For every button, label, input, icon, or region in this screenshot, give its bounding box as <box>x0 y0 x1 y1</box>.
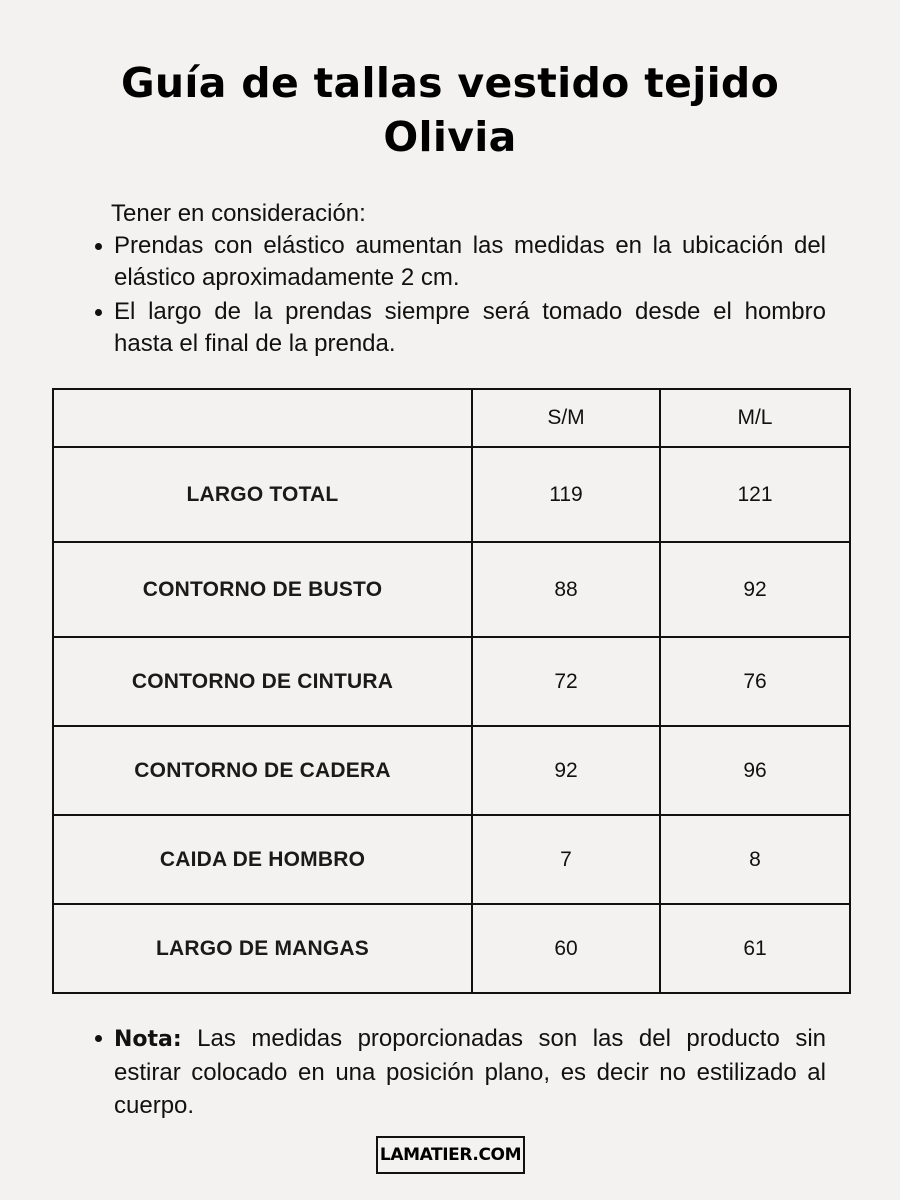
table-row <box>53 815 850 904</box>
value-ml: 96 <box>660 726 850 815</box>
table-row <box>53 726 850 815</box>
value-sm: 7 <box>472 815 660 904</box>
table-header-ml: M/L <box>660 389 850 447</box>
list-item-text: Prendas con elástico aumentan las medidas en la ubicación del elástico aproximadamente 2 cm. <box>114 232 826 291</box>
considerations-list <box>92 230 826 360</box>
value-sm: 92 <box>472 726 660 815</box>
measure-name: CAIDA DE HOMBRO <box>53 815 472 904</box>
bullet-icon <box>95 1035 102 1042</box>
list-item <box>92 1022 826 1122</box>
table-header-row <box>53 389 850 447</box>
table-row <box>53 447 850 542</box>
measure-name: LARGO DE MANGAS <box>53 904 472 993</box>
measure-name: CONTORNO DE CADERA <box>53 726 472 815</box>
table-row <box>53 904 850 993</box>
value-sm: 88 <box>472 542 660 637</box>
brand-logo: LAMATIER.COM <box>376 1136 525 1174</box>
note-list <box>92 1022 826 1122</box>
value-sm: 119 <box>472 447 660 542</box>
considerations-lead: Tener en consideración: <box>111 200 366 227</box>
value-ml: 121 <box>660 447 850 542</box>
note-section <box>92 1022 826 1124</box>
value-ml: 8 <box>660 815 850 904</box>
list-item-text: El largo de la prendas siempre será tomado desde el hombro hasta el final de la prenda. <box>114 298 826 357</box>
value-ml: 61 <box>660 904 850 993</box>
value-sm: 72 <box>472 637 660 726</box>
size-table <box>52 388 851 994</box>
measure-name: CONTORNO DE BUSTO <box>53 542 472 637</box>
note-label: Nota: <box>114 1027 182 1052</box>
list-item <box>92 296 826 360</box>
bullet-icon <box>95 309 102 316</box>
table-header-sm: S/M <box>472 389 660 447</box>
table-header-empty <box>53 389 472 447</box>
measure-name: CONTORNO DE CINTURA <box>53 637 472 726</box>
table-row <box>53 637 850 726</box>
bullet-icon <box>95 243 102 250</box>
table-row <box>53 542 850 637</box>
page-title: Guía de tallas vestido tejido Olivia <box>120 59 780 161</box>
list-item <box>92 230 826 294</box>
value-ml: 76 <box>660 637 850 726</box>
note-text: Las medidas proporcionadas son las del producto sin estirar colocado en una posición plano, es decir no estilizado al cuerpo. <box>114 1025 826 1119</box>
considerations-section <box>92 198 826 362</box>
measure-name: LARGO TOTAL <box>53 447 472 542</box>
value-ml: 92 <box>660 542 850 637</box>
value-sm: 60 <box>472 904 660 993</box>
